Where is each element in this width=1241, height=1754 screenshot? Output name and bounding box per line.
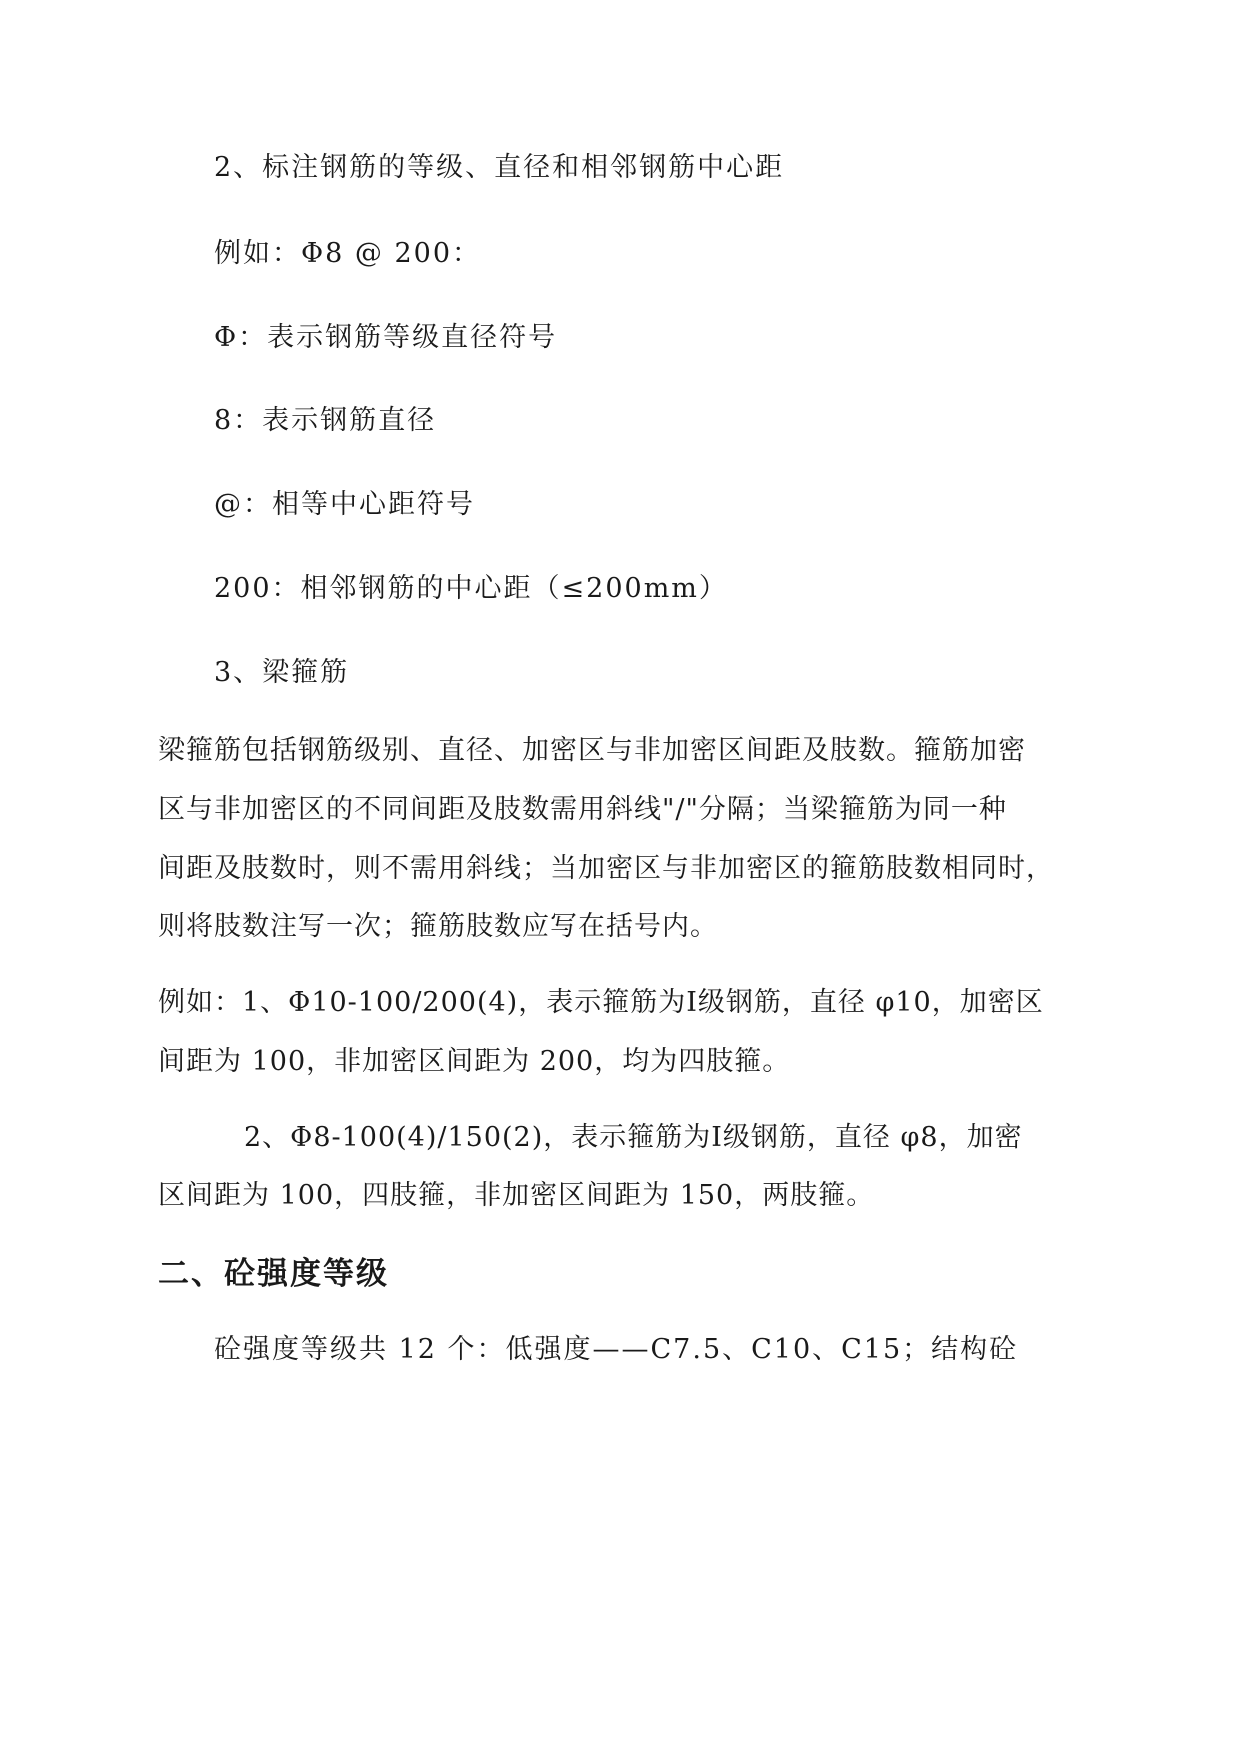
section-item-3: 3、梁箍筋 xyxy=(214,657,350,688)
example-line: 例如：Φ8 @ 200： xyxy=(214,238,482,269)
section-heading-2: 二、砼强度等级 xyxy=(158,1256,389,1292)
definition-phi: Φ：表示钢筋等级直径符号 xyxy=(214,322,558,353)
concrete-grade-line: 砼强度等级共 12 个：低强度——C7.5、C10、C15；结构砼 xyxy=(214,1334,1019,1365)
paragraph-line: 区与非加密区的不同间距及肢数需用斜线"/"分隔；当梁箍筋为同一种 xyxy=(158,794,1007,825)
example-2-line: 2、Φ8-100(4)/150(2)，表示箍筋为Ⅰ级钢筋，直径 φ8，加密 xyxy=(244,1122,1023,1153)
paragraph-line: 梁箍筋包括钢筋级别、直径、加密区与非加密区间距及肢数。箍筋加密 xyxy=(158,735,1026,766)
example-1-line: 间距为 100，非加密区间距为 200，均为四肢箍。 xyxy=(158,1046,791,1077)
paragraph-line: 则将肢数注写一次；箍筋肢数应写在括号内。 xyxy=(158,911,718,942)
section-item-2: 2、标注钢筋的等级、直径和相邻钢筋中心距 xyxy=(214,152,785,183)
example-1-line: 例如：1、Φ10-100/200(4)，表示箍筋为Ⅰ级钢筋，直径 φ10，加密区 xyxy=(158,987,1044,1018)
definition-200: 200：相邻钢筋的中心距（≤200mm） xyxy=(214,573,728,604)
example-2-line: 区间距为 100，四肢箍，非加密区间距为 150，两肢箍。 xyxy=(158,1180,875,1211)
definition-8: 8：表示钢筋直径 xyxy=(214,405,437,436)
paragraph-line: 间距及肢数时，则不需用斜线；当加密区与非加密区的箍筋肢数相同时， xyxy=(158,853,1054,884)
definition-at: @：相等中心距符号 xyxy=(214,489,475,520)
